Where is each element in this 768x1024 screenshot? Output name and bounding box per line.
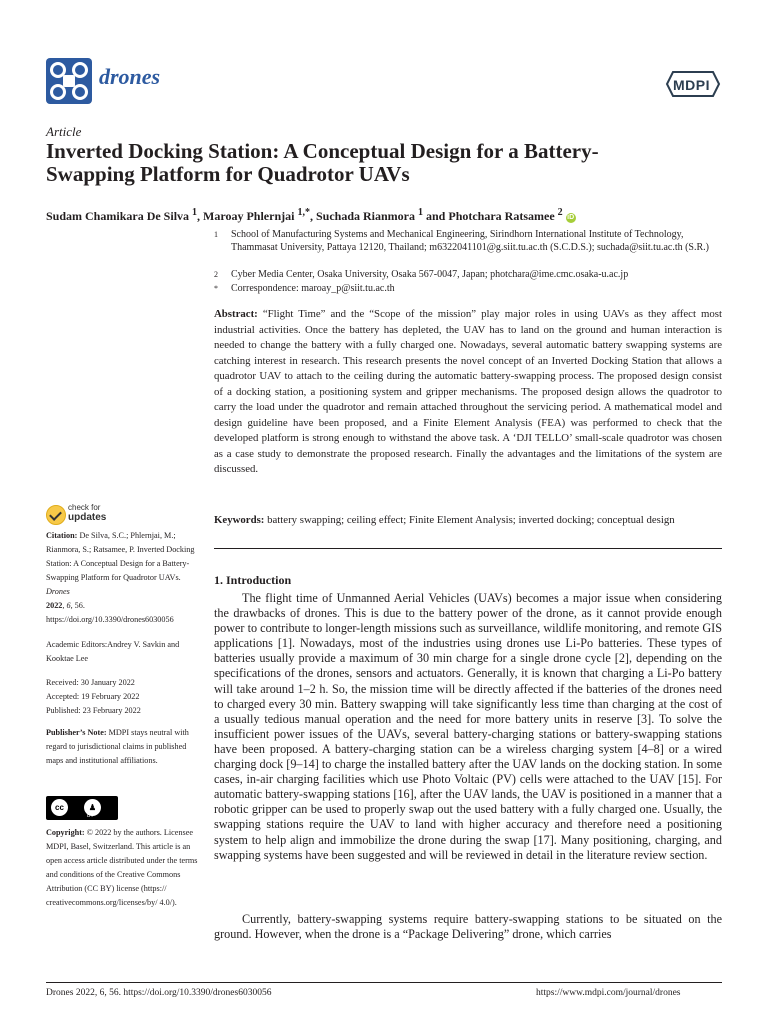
copyright-block bbox=[46, 826, 198, 910]
intro-paragraph-1 bbox=[214, 591, 722, 863]
copyright-text: © 2022 by the authors. Licensee MDPI, Basel, Switzerland. This article is an open access article distributed under the terms and conditions of the Creative Commons Attribution (CC BY) license (https:// creativecommons.org/licenses/by/ 4.0/). bbox=[46, 828, 198, 907]
affiliation-text: Correspondence: maroay_p@siit.tu.ac.th bbox=[231, 283, 395, 294]
affiliation-number: 2 bbox=[214, 270, 218, 279]
affiliation-number: * bbox=[214, 284, 218, 293]
paragraph-text: The flight time of Unmanned Aerial Vehicles (UAVs) becomes a major issue when considering the drawbacks of drones. This is due to the battery power of the drone, as it cannot provide enough power to contribute to longer-length missions such as surveillance, wildlife monitoring, and remote GIS applications [1]. Nowadays, most of the industries using drones use Li-Po batteries. These types of batteries usually provide a maximum of 30 min charge for a single drone cycle [2], depending on the specifications of the drones, sensors and actuators. Generally, it is known that charging a Li-Po battery will take around 1–2 h. So, the mission time will be directly affected if the batteries of the drones need to charged every 30 min. Battery swapping will take significantly less time than charging at the cost of a usually tedious manual operation and the need for more battery units in reserve [3]. To solve the insufficient power issues of the UAVs, several battery-charging stations or battery-swapping stations have been proposed. A battery-charging station can be a wireless charging system [4–8] or a wired charging dock [9–14] to charge the installed battery after the UAV lands on the docking station. In some cases, in-air charging facilities which use Photo Voltaic (PV) cells were attached to the UAV [15]. For automatic battery-swapping stations [16], after the UAV lands, the UAV is positioned in a manner that a robotic gripper can be used to properly swap out the used battery with a fully charged one. Usually, the swapping stations require the UAV to land with higher accuracy and therefore need a positioning system to help align and immobilize the drone during the swap [17]. Many positioning, charging, and swapping systems have been suggested and will be reviewed in detail in the literature review section. bbox=[214, 591, 722, 862]
citation-doi[interactable]: , 56. https://doi.org/10.3390/drones6030056 bbox=[46, 601, 174, 624]
by-label: BY bbox=[87, 813, 94, 819]
section-heading: 1. Introduction bbox=[214, 573, 292, 587]
section-divider bbox=[214, 548, 722, 549]
cc-icon: cc bbox=[51, 799, 68, 816]
check-label-small: check for bbox=[68, 503, 101, 512]
publishers-note-label: Publisher’s Note: bbox=[46, 728, 107, 737]
affiliation-text: Cyber Media Center, Osaka University, Osaka 567-0047, Japan; photchara@ime.cmc.osaka-u.ac.jp bbox=[231, 269, 629, 280]
abstract-label: Abstract: bbox=[214, 308, 258, 320]
journal-name: drones bbox=[99, 64, 161, 89]
intro-paragraph-2 bbox=[214, 912, 722, 942]
footer-divider bbox=[46, 982, 722, 983]
keywords-label: Keywords: bbox=[214, 514, 265, 526]
check-icon bbox=[46, 505, 66, 525]
academic-editors: Academic Editors:Andrey V. Savkin and Kooktae Lee bbox=[46, 640, 180, 663]
author-affiliation-sup: 1 bbox=[418, 207, 423, 218]
attribution-person-icon: ♟ bbox=[84, 799, 101, 816]
paragraph-text: Currently, battery-swapping systems require battery-swapping stations to be situated on the ground. However, when the drone is a “Package Delivering” drone, which carries bbox=[214, 912, 722, 942]
cc-by-license-badge[interactable] bbox=[46, 796, 118, 820]
drones-journal-logo bbox=[46, 58, 92, 104]
published-date: Published: 23 February 2022 bbox=[46, 706, 141, 715]
author-name[interactable]: Sudam Chamikara De Silva bbox=[46, 209, 190, 223]
publisher-name: MDPI bbox=[673, 77, 710, 93]
article-type: Article bbox=[46, 124, 82, 139]
check-for-updates-button[interactable] bbox=[46, 503, 142, 527]
citation-volume: 6 bbox=[66, 601, 71, 610]
check-label-large: updates bbox=[68, 512, 107, 523]
correspondence bbox=[214, 283, 714, 296]
publishers-note-text: MDPI stays neutral with regard to jurisdictional claims in published maps and institutional affiliations. bbox=[46, 728, 189, 765]
citation-journal: Drones bbox=[46, 587, 70, 596]
accepted-date: Accepted: 19 February 2022 bbox=[46, 692, 140, 701]
affiliation-text: School of Manufacturing Systems and Mechanical Engineering, Sirindhorn International Institute of Technology, Thammasat University, Pattaya 12120, Thailand; m6322041101@g.siit.tu.ac.th (S.C.D.S.); suchada@siit.tu.ac.th (S.R.) bbox=[231, 229, 709, 253]
footer-journal-link[interactable]: https://www.mdpi.com/journal/drones bbox=[536, 988, 681, 998]
affiliation bbox=[214, 269, 714, 282]
author-name[interactable]: Suchada Rianmora bbox=[315, 209, 415, 223]
article-title: Inverted Docking Station: A Conceptual Design for a Battery-Swapping Platform for Quadrotor UAVs bbox=[46, 139, 599, 186]
footer-citation: Drones 2022, 6, 56. https://doi.org/10.3390/drones6030056 bbox=[46, 988, 272, 998]
author-list: Sudam Chamikara De Silva $^1$, Maroay Phlernjai $^{1,*}$, Suchada Rianmora $^1$ and Photchara Ratsamee $^2$ iD bbox=[46, 207, 575, 223]
author-name[interactable]: Maroay Phlernjai bbox=[203, 209, 295, 223]
author-name[interactable]: Photchara Ratsamee bbox=[448, 209, 555, 223]
affiliation-number: 1 bbox=[214, 230, 218, 239]
affiliation bbox=[214, 229, 714, 254]
citation-block: Citation: De Silva, S.C.; Phlernjai, M.; Rianmora, S.; Ratsamee, P. Inverted Docking Station: A Conceptual Design for a Battery-Swapping Platform for Quadrotor UAVs. Drones 2022, 6, 56. https://doi.org/10.3390/drones6030056 bbox=[46, 531, 195, 624]
citation-year: 2022 bbox=[46, 601, 63, 610]
author-affiliation-sup: 1,* bbox=[297, 207, 310, 218]
citation-text: De Silva, S.C.; Phlernjai, M.; Rianmora, S.; Ratsamee, P. Inverted Docking Station: A Conceptual Design for a Battery-Swapping Platform for Quadrotor UAVs. bbox=[46, 531, 195, 582]
publishers-note bbox=[46, 726, 198, 768]
received-date: Received: 30 January 2022 bbox=[46, 678, 135, 687]
orcid-icon[interactable]: iD bbox=[567, 214, 575, 221]
keywords bbox=[214, 513, 722, 529]
keywords-text: battery swapping; ceiling effect; Finite Element Analysis; inverted docking; conceptual design bbox=[267, 514, 675, 526]
author-affiliation-sup: 2 bbox=[557, 207, 563, 218]
abstract-text: “Flight Time” and the “Scope of the mission” play major roles in using UAVs as they affect most industrial activities. Once the battery has depleted, the UAV has to land on the ground and human interaction is needed to change the battery with a fully charged one. Nowadays, several automatic battery swapping systems are catching interest in research. This research presents the novel concept of an Inverted Docking Station that allows a quadrotor UAV to attach to the ceiling during the automatic battery-swapping process. The proposed design consist of a docking station, a positioning system and gripper mechanisms. The proposed design allows the quadrotor to carry the load under the quadrotor and remain attached throughout the servicing period. A mathematical model and design guideline have been proposed, and a Finite Element Analysis (FEA) was performed to check that the developed platform is strong enough to withstand the above task. A ‘DJI TELLO’ small-scale quadrotor was chosen as a case study to demonstrate the proposed research. Finally the advantages and the limitations of the system are discussed. bbox=[214, 308, 722, 475]
copyright-label: Copyright: bbox=[46, 828, 85, 837]
citation-label: Citation: bbox=[46, 531, 78, 540]
author-affiliation-sup: 1 bbox=[192, 207, 198, 218]
abstract bbox=[214, 307, 722, 478]
